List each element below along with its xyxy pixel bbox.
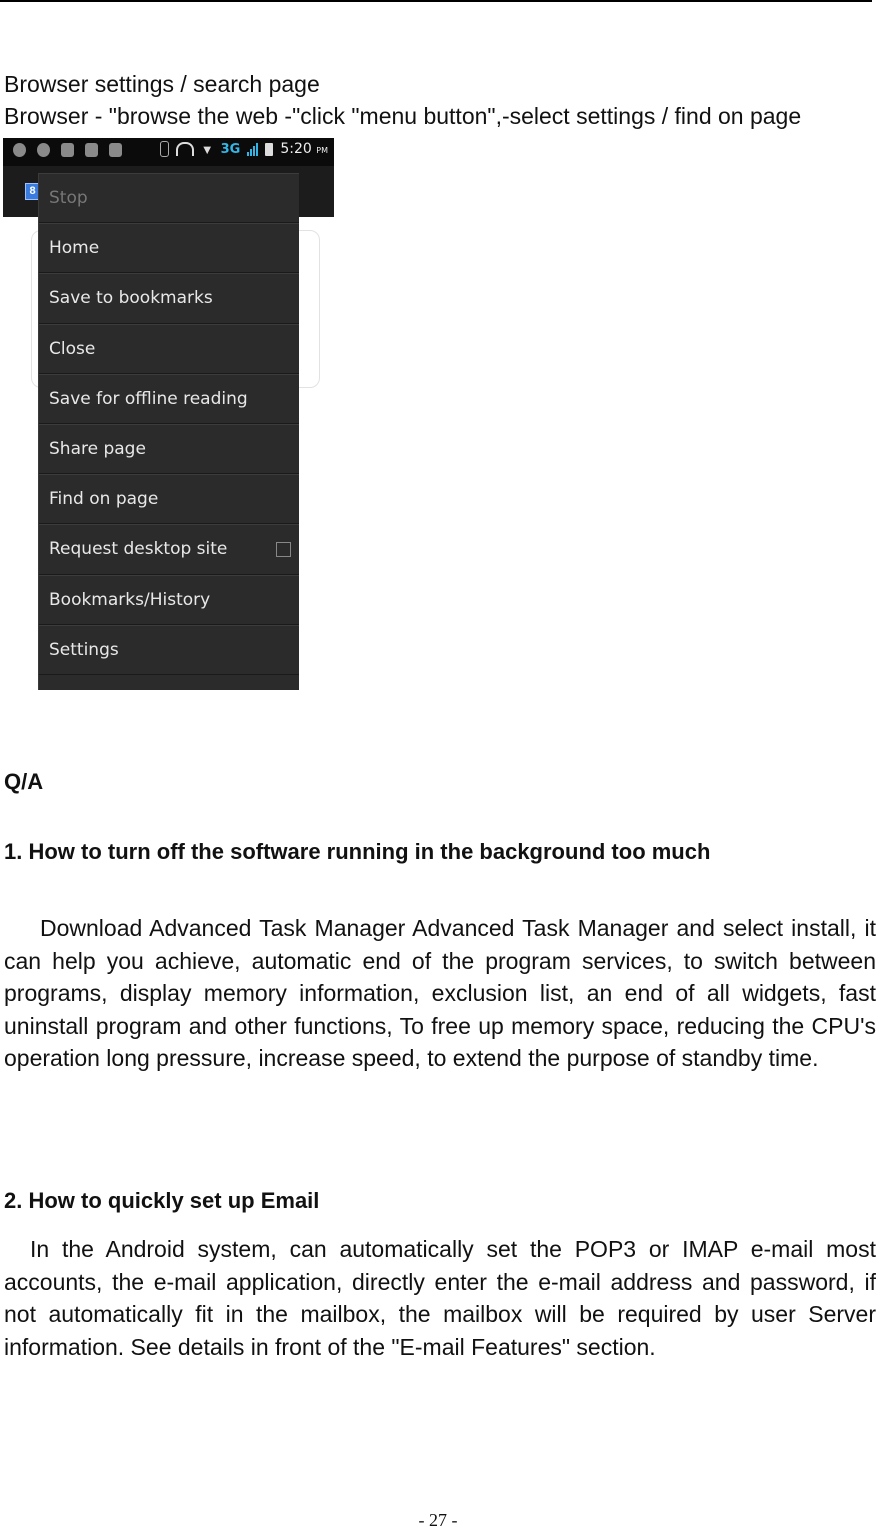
menu-item-label: Close	[49, 338, 96, 359]
menu-item-label: Save to bookmarks	[49, 288, 213, 309]
intro-line-2: Browser - "browse the web -"click "menu button",-select settings / find on page	[4, 103, 802, 129]
barcode-icon	[109, 143, 122, 157]
menu-item-label: Find on page	[49, 489, 159, 510]
status-right	[160, 141, 328, 157]
menu-item-label: Settings	[49, 639, 119, 660]
intro-line-1: Browser settings / search page	[4, 71, 320, 97]
menu-item[interactable]	[39, 223, 299, 273]
status-time: 5:20 PM	[280, 141, 328, 157]
menu-item[interactable]	[39, 273, 299, 323]
battery-icon	[265, 143, 273, 156]
network-type: 3G	[220, 141, 241, 157]
q1-title: 1. How to turn off the software running in the background too much	[4, 839, 711, 864]
checkbox-icon[interactable]	[276, 542, 291, 557]
status-bar	[3, 138, 334, 166]
header-rule	[0, 0, 872, 2]
q2-title: 2. How to quickly set up Email	[4, 1188, 320, 1213]
notification-icon	[13, 143, 26, 157]
q2-body: In the Android system, can automatically set the POP3 or IMAP e-mail most accounts, the e-mail application, directly enter the e-mail address and password, if not automatically fit in the mailbox, the mailbox will be required by user Server information. See details in front of the "E-mail Features" section.	[4, 1236, 876, 1360]
wifi-icon: ▼	[200, 141, 214, 157]
usb-icon	[61, 143, 74, 157]
chrome-icon	[37, 143, 50, 157]
menu-item-label: Bookmarks/History	[49, 589, 211, 610]
menu-item[interactable]	[39, 424, 299, 474]
menu-item-label: Request desktop site	[49, 539, 228, 560]
page-number: - 27 -	[418, 1510, 458, 1530]
bluetooth-icon	[160, 141, 169, 157]
notification-icons	[13, 143, 122, 157]
browser-menu	[38, 173, 299, 690]
signal-icon	[247, 143, 258, 156]
phone-screenshot	[3, 138, 334, 690]
qa-title: Q/A	[4, 769, 44, 794]
menu-item[interactable]	[39, 575, 299, 625]
menu-item-label: Stop	[49, 188, 88, 209]
menu-item-label: Share page	[49, 439, 146, 460]
menu-item[interactable]	[39, 324, 299, 374]
menu-item[interactable]	[39, 524, 299, 574]
headphones-icon	[176, 142, 194, 156]
menu-item-label: Home	[49, 238, 100, 259]
q1-body: Download Advanced Task Manager Advanced Task Manager and select install, it can help you achieve, automatic end of the program services, to switch between programs, display memory information, exclusion list, an end of all widgets, fast uninstall program and other functions, To free up memory space, reducing the CPU's operation long pressure, increase speed, to extend the purpose of standby time.	[4, 915, 876, 1071]
menu-item[interactable]	[39, 374, 299, 424]
google-icon: 8	[25, 183, 40, 200]
message-icon	[85, 143, 98, 157]
menu-item-label: Save for offline reading	[49, 388, 248, 409]
menu-item[interactable]	[39, 474, 299, 524]
menu-item[interactable]	[39, 173, 299, 223]
menu-item[interactable]	[39, 625, 299, 675]
